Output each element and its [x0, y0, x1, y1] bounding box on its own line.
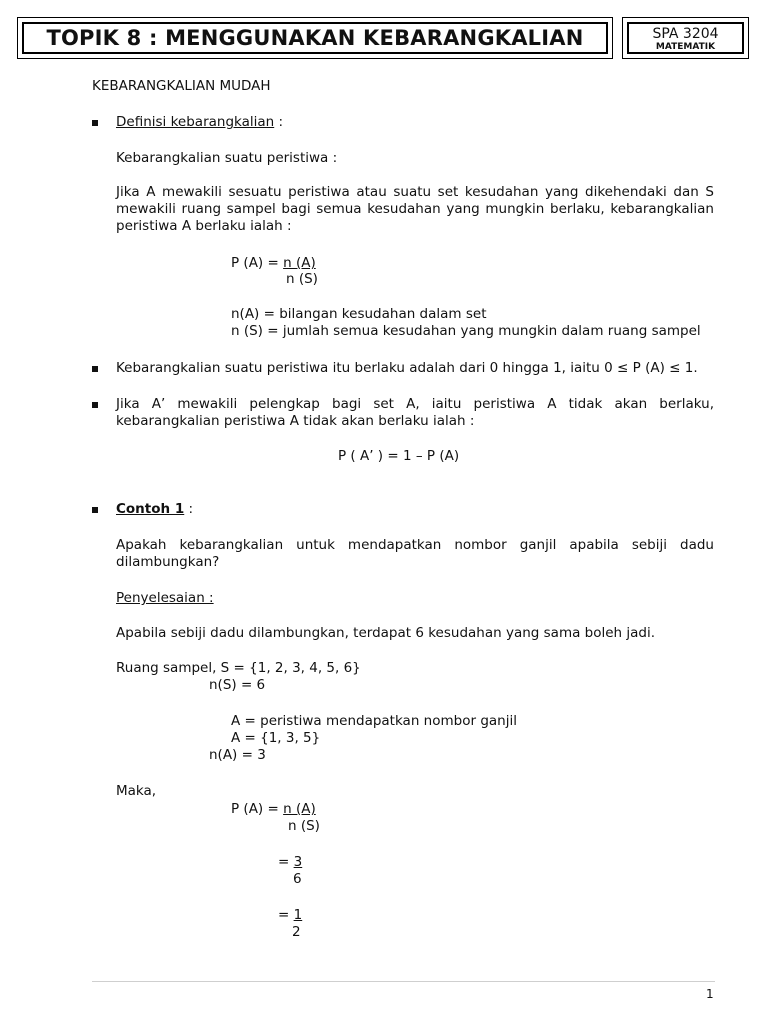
calc-lhs: P (A) =	[231, 801, 284, 817]
complement-line-2: kebarangkalian peristiwa A tidak akan berlaku ialah :	[116, 413, 475, 429]
example-question-line-1: Apakah kebarangkalian untuk mendapatkan nombor ganjil apabila sebiji dadu	[116, 537, 714, 553]
calc-denominator: n (S)	[288, 818, 320, 834]
example-heading-line	[116, 501, 193, 518]
calc-step-3-numerator: 1	[293, 907, 303, 923]
bullet-marker	[92, 120, 98, 126]
probability-formula	[231, 255, 316, 272]
sample-space: Ruang sampel, S = {1, 2, 3, 4, 5, 6}	[116, 660, 361, 676]
calc-step-3-sign: =	[278, 907, 294, 923]
solution-step-1: Apabila sebiji dadu dilambungkan, terdapat 6 kesudahan yang sama boleh jadi.	[116, 625, 656, 641]
definition-heading-suffix: :	[274, 114, 284, 130]
definition-heading-line	[116, 114, 283, 131]
course-code-inner	[627, 22, 744, 54]
definition-para-line-2: mewakili ruang sampel bagi semua kesudahan yang mungkin berlaku, kebarangkalian	[116, 201, 714, 217]
title-box	[17, 17, 613, 59]
sample-space-count: n(S) = 6	[209, 677, 266, 693]
calc-step-2	[278, 854, 302, 871]
section-title: KEBARANGKALIAN MUDAH	[92, 78, 271, 94]
calc-step-2-denominator: 6	[293, 871, 302, 887]
event-set: A = {1, 3, 5}	[231, 730, 321, 746]
bullet-marker	[92, 402, 98, 408]
definition-para-line-1: Jika A mewakili sesuatu peristiwa atau suatu set kesudahan yang dikehendaki dan S	[116, 184, 714, 200]
formula-denominator: n (S)	[286, 271, 318, 287]
course-code: SPA 3204	[652, 26, 719, 42]
complement-line-1: Jika A’ mewakili pelengkap bagi set A, iaitu peristiwa A tidak akan berlaku,	[116, 396, 714, 412]
calc-step-2-sign: =	[278, 854, 294, 870]
definition-intro: Kebarangkalian suatu peristiwa :	[116, 150, 338, 166]
formula-lhs: P (A) =	[231, 255, 284, 271]
calc-step-2-numerator: 3	[293, 854, 303, 870]
solution-heading: Penyelesaian :	[116, 590, 214, 606]
calc-step-3-denominator: 2	[292, 924, 301, 940]
footer-divider	[92, 981, 715, 982]
event-definition: A = peristiwa mendapatkan nombor ganjil	[231, 713, 517, 729]
definition-para-line-3: peristiwa A berlaku ialah :	[116, 218, 292, 234]
example-heading: Contoh 1	[116, 501, 185, 517]
example-question-line-2: dilambungkan?	[116, 554, 220, 570]
definition-heading: Definisi kebarangkalian	[116, 114, 275, 130]
calc-step-3	[278, 907, 302, 924]
example-heading-suffix: :	[184, 501, 194, 517]
calc-numerator: n (A)	[283, 801, 316, 817]
calc-step-1	[231, 801, 316, 818]
definition-nS: n (S) = jumlah semua kesudahan yang mungkin dalam ruang sampel	[231, 323, 701, 339]
course-code-box	[622, 17, 749, 59]
therefore-label: Maka,	[116, 783, 157, 799]
event-count: n(A) = 3	[209, 747, 266, 763]
page-number: 1	[706, 987, 714, 1001]
definition-nA: n(A) = bilangan kesudahan dalam set	[231, 306, 487, 322]
probability-range: Kebarangkalian suatu peristiwa itu berlaku adalah dari 0 hingga 1, iaitu 0 ≤ P (A) ≤ 1.	[116, 360, 698, 376]
bullet-marker	[92, 507, 98, 513]
bullet-marker	[92, 366, 98, 372]
page-title: TOPIK 8 : MENGGUNAKAN KEBARANGKALIAN	[22, 22, 608, 54]
course-subject: MATEMATIK	[655, 42, 716, 52]
formula-numerator: n (A)	[283, 255, 316, 271]
complement-formula: P ( A’ ) = 1 – P (A)	[338, 448, 460, 464]
